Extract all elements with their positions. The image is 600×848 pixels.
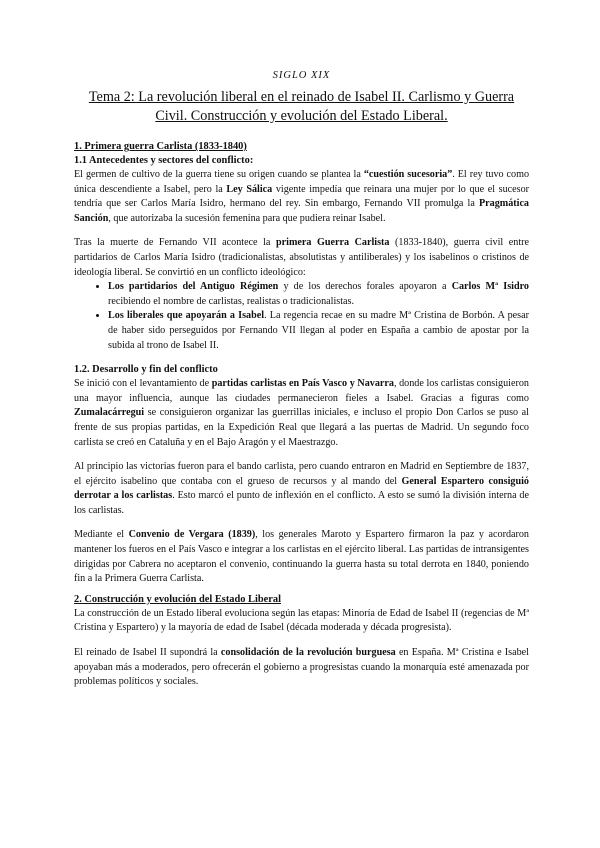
text-run: vigente impedía que reinara una mujer por lo que el sucesor tendría que ser Carlos María Isidro, hermano del rey. Sin embargo, Fernando VII promulga la <box>74 183 530 210</box>
bold-text: partidas carlistas en País Vasco y Navarra <box>211 378 394 390</box>
paragraph <box>74 646 529 690</box>
bold-text: consolidación de la revolución burguesa <box>220 647 396 659</box>
text-run: Mediante el <box>74 529 129 541</box>
section-2-heading: 2. Construcción y evolución del Estado Liberal <box>74 593 281 605</box>
text-run: . El rey tuvo como única descendiente a Isabel, pero la <box>74 169 530 195</box>
bold-text: Pragmática Sanción <box>74 198 529 224</box>
text-run: El germen de cultivo de la guerra tiene su origen cuando se plantea la <box>74 169 364 180</box>
section-1-heading: 1. Primera guerra Carlista (1833-1840) <box>74 141 247 152</box>
text-run: El reinado de Isabel II supondrá la <box>74 647 221 659</box>
text-run: La construcción de un Estado liberal evoluciona según las etapas: Minoría de Edad de Isabel II (regencias de Mª Cristina y Espartero) y la mayoría de edad de Isabel (década moderada y década progresista). <box>74 607 529 634</box>
section-1-2-heading: 1.2. Desarrollo y fin del conflicto <box>74 364 218 376</box>
text-run: y de los derechos forales apoyaron a <box>278 281 452 293</box>
list-item <box>108 309 529 353</box>
text-run: , donde los carlistas consiguieron una mayor influencia, aunque las ciudades permanecieron fieles a Isabel. Gracias a figuras como <box>74 378 529 404</box>
subject-header: SIGLO XIX <box>272 70 331 81</box>
bold-text: “cuestión sucesoria” <box>363 169 453 180</box>
bold-text: Carlos Mª Isidro <box>451 281 529 293</box>
text-run: recibiendo el nombre de carlistas, realistas o tradicionalistas. <box>108 295 355 307</box>
bold-text: Zumalacárregui <box>74 407 145 419</box>
text-run: . La regencia recae en su madre Mª Cristina de Borbón. A pesar de haber sido perseguidos por Fernando VII llegan al poder en España a cambio de apostar por la subida al trono de Isabel II. <box>108 310 529 351</box>
bold-text: primera Guerra Carlista <box>276 237 390 249</box>
text-run: se consiguieron organizar las guerrillas iniciales, e incluso el propio Don Carlos se puso al frente de sus propias partidas, en la Expedición Real que llegará a las puertas de Madrid. Un segundo foco carlista se creó en Cataluña y en el Bajo Aragón y el Maestrazgo. <box>74 407 529 448</box>
text-run: Al principio las victorias fueron para el bando carlista, pero cuando entraron en Madrid en Septiembre de 1837, el ejército isabelino que contaba con el grueso de recursos y al mando del <box>74 461 529 487</box>
bold-text: Convenio de Vergara (1839) <box>128 529 256 541</box>
bullet-list <box>74 280 529 353</box>
paragraph <box>74 460 529 518</box>
bold-text: Los liberales que apoyarán a Isabel <box>108 310 265 322</box>
text-run: (1833-1840), guerra civil entre partidarios de Carlos María Isidro (tradicionalistas, absolutistas y antiliberales) y los isabelinos o cristinos de ideología liberal. Se convirtió en un conflicto ideológico: <box>74 237 529 278</box>
paragraph <box>74 168 529 226</box>
bold-text: General Espartero consiguió derrotar a los carlistas <box>74 475 529 502</box>
text-run: , que autorizaba la sucesión femenina para que pudiera reinar Isabel. <box>108 212 386 224</box>
text-run: , los generales Maroto y Espartero firmaron la paz y acordaron mantener los fueros en el País Vasco e integrar a los carlistas en el ejército liberal. Las partidas de intransigentes dirigidas por Cabrera no aceptaron el convenio, continuando la guerra hasta su total derrota en 1840, poniendo fin a la Primera Guerra Carlista. <box>74 529 529 585</box>
document-page <box>74 70 529 690</box>
section-1-1-heading: 1.1 Antecedentes y sectores del conflicto: <box>74 155 254 166</box>
bold-text: Los partidarios del Antiguo Régimen <box>108 281 279 293</box>
text-run: Se inició con el levantamiento de <box>74 378 212 390</box>
text-run: en España. Mª Cristina e Isabel apoyaban más a moderados, pero ofrecerán el gobierno a progresistas cuando la monarquía esté amenazada por problemas políticos y sociales. <box>74 647 529 688</box>
paragraph <box>74 377 529 450</box>
page-title: Tema 2: La revolución liberal en el reinado de Isabel II. Carlismo y Guerra Civil. Construcción y evolución del Estado Liberal. <box>88 89 515 124</box>
paragraph <box>74 528 529 586</box>
paragraph <box>74 236 529 280</box>
list-item <box>108 280 529 309</box>
text-run: Tras la muerte de Fernando VII acontece la <box>74 237 276 249</box>
bold-text: Ley Sálica <box>226 183 273 195</box>
text-run: . Esto marcó el punto de inflexión en el conflicto. A esto se sumó la división interna de los carlistas. <box>74 490 529 516</box>
paragraph <box>74 607 529 636</box>
